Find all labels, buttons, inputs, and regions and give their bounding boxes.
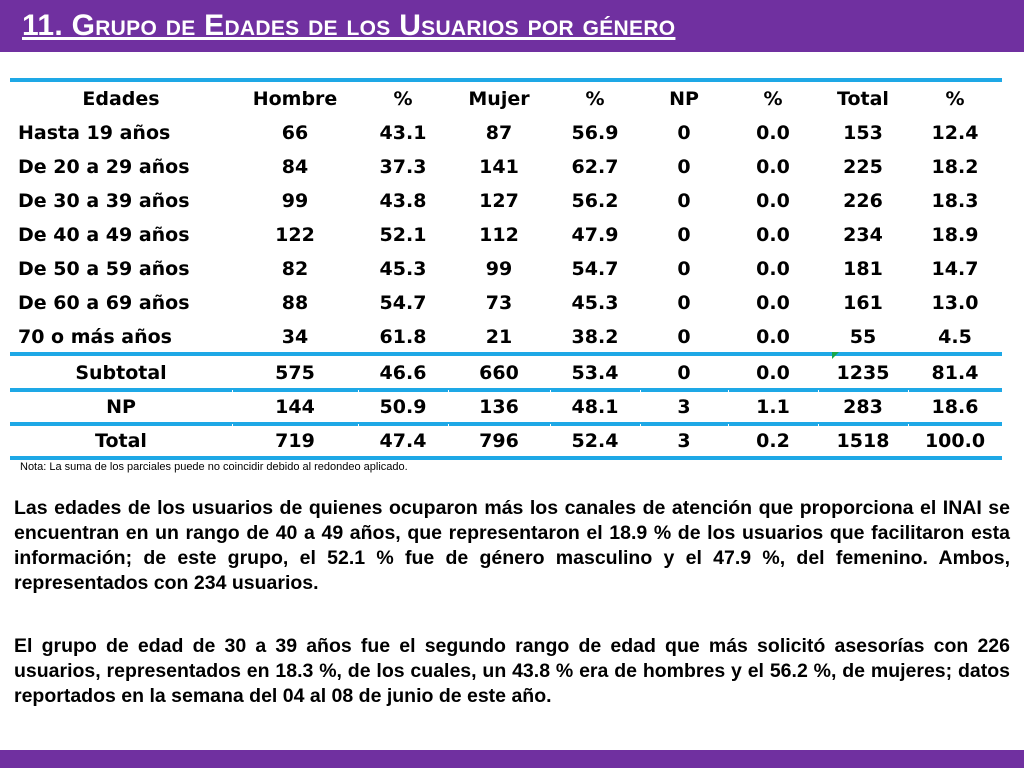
column-divider [818,252,819,286]
table-cell: 0 [677,224,691,246]
table-cell: 0 [677,258,691,280]
table-cell: 47.9 [571,224,619,246]
column-divider [728,184,729,218]
table-cell: 99 [281,190,309,212]
column-divider [550,320,551,354]
table-cell: 34 [281,326,309,348]
column-divider [908,116,909,150]
column-divider [550,150,551,184]
column-divider [550,184,551,218]
table-cell: Total [837,88,889,110]
row-label: Total [95,430,147,452]
column-divider [728,356,729,390]
table-cell: 84 [281,156,309,178]
column-divider [640,390,641,424]
table-cell: 46.6 [379,362,427,384]
row-label: De 20 a 29 años [18,156,190,178]
table-cell: 100.0 [924,430,986,452]
column-divider [550,390,551,424]
table-cell: % [945,88,965,110]
table-cell: % [763,88,783,110]
row-label: De 40 a 49 años [18,224,190,246]
table-cell: 0.0 [756,156,790,178]
table-cell: 0 [677,362,691,384]
table-cell: 0.0 [756,326,790,348]
table-cell: 0.2 [756,430,790,452]
table-cell: 0.0 [756,362,790,384]
column-divider [232,150,233,184]
column-divider [728,390,729,424]
table-cell: 0 [677,326,691,348]
column-divider [448,218,449,252]
table-cell: 81.4 [931,362,979,384]
table-cell: 127 [479,190,519,212]
column-divider [232,286,233,320]
column-divider [550,218,551,252]
table-cell: 82 [281,258,309,280]
table-cell: 48.1 [571,396,619,418]
table-cell: 1.1 [756,396,790,418]
table-cell: 43.8 [379,190,427,212]
table-row [10,320,1002,354]
column-divider [640,218,641,252]
age-gender-table [10,78,1002,458]
column-divider [908,424,909,458]
table-cell: 1235 [836,362,890,384]
table-cell: 54.7 [379,292,427,314]
column-divider [232,424,233,458]
table-cell: 55 [849,326,877,348]
column-divider [818,82,819,116]
column-divider [818,218,819,252]
row-label: Edades [82,88,160,110]
table-summary-row [10,356,1002,390]
column-divider [908,82,909,116]
table-row [10,150,1002,184]
table-cell: 3 [677,396,691,418]
column-divider [358,390,359,424]
table-cell: 144 [275,396,315,418]
row-label: Hasta 19 años [18,122,171,144]
column-divider [448,320,449,354]
column-divider [818,184,819,218]
column-divider [640,184,641,218]
column-divider [640,116,641,150]
column-divider [550,82,551,116]
table-cell: 45.3 [379,258,427,280]
column-divider [550,286,551,320]
table-cell: 226 [843,190,883,212]
table-cell: 112 [479,224,519,246]
table-cell: 0.0 [756,292,790,314]
table-cell: 283 [843,396,883,418]
table-cell: 575 [275,362,315,384]
table-cell: 47.4 [379,430,427,452]
table-cell: 0.0 [756,224,790,246]
table-cell: Hombre [252,88,338,110]
table-row [10,286,1002,320]
column-divider [232,252,233,286]
column-divider [550,356,551,390]
table-cell: 66 [281,122,309,144]
page-title: 11. Grupo de Edades de los Usuarios por género [22,9,676,42]
table-cell: 225 [843,156,883,178]
table-cell: 88 [281,292,309,314]
table-row [10,116,1002,150]
column-divider [640,252,641,286]
row-label: NP [106,396,136,418]
column-divider [640,424,641,458]
column-divider [448,150,449,184]
table-cell: 50.9 [379,396,427,418]
table-cell: 52.1 [379,224,427,246]
table-cell: 54.7 [571,258,619,280]
column-divider [358,356,359,390]
table-cell: 719 [275,430,315,452]
column-divider [448,356,449,390]
column-divider [818,150,819,184]
row-label: De 30 a 39 años [18,190,190,212]
column-divider [232,320,233,354]
column-divider [728,252,729,286]
table-row [10,184,1002,218]
table-cell: 53.4 [571,362,619,384]
column-divider [908,356,909,390]
column-divider [908,320,909,354]
paragraph-2: El grupo de edad de 30 a 39 años fue el segundo rango de edad que más solicitó asesorías con 226 usuarios, representados en 18.3 %, de los cuales, un 43.8 % era de hombres y el 56.2 %, de mujeres; datos reportados en la semana del 04 al 08 de junio de este año. [14,635,1010,707]
table-cell: 13.0 [931,292,979,314]
table-note: Nota: La suma de los parciales puede no coincidir debido al redondeo aplicado. [20,461,408,473]
row-label: De 50 a 59 años [18,258,190,280]
column-divider [908,150,909,184]
title-bar [0,0,1024,52]
column-divider [818,116,819,150]
table-cell: 52.4 [571,430,619,452]
column-divider [358,286,359,320]
table-cell: 56.2 [571,190,619,212]
table-cell: 0 [677,122,691,144]
column-divider [448,116,449,150]
table-cell: 153 [843,122,883,144]
column-divider [448,390,449,424]
column-divider [232,82,233,116]
column-divider [358,184,359,218]
column-divider [728,82,729,116]
table-cell: 0 [677,292,691,314]
table-cell: 0.0 [756,122,790,144]
column-divider [232,356,233,390]
column-divider [728,218,729,252]
column-divider [550,252,551,286]
table-row [10,252,1002,286]
column-divider [640,356,641,390]
table-cell: 3 [677,430,691,452]
table-cell: 181 [843,258,883,280]
column-divider [640,320,641,354]
table-cell: NP [669,88,699,110]
column-divider [640,286,641,320]
table-cell: 136 [479,396,519,418]
column-divider [728,424,729,458]
table-cell: 61.8 [379,326,427,348]
table-cell: 62.7 [571,156,619,178]
column-divider [818,390,819,424]
column-divider [448,82,449,116]
table-cell: % [393,88,413,110]
bottom-bar [0,750,1024,768]
column-divider [358,82,359,116]
column-divider [818,286,819,320]
table-cell: 4.5 [938,326,972,348]
paragraph-1: Las edades de los usuarios de quienes ocuparon más los canales de atención que proporciona el INAI se encuentran en un rango de 40 a 49 años, que representaron el 18.9 % de los usuarios que facilitaron esta información; de este grupo, el 52.1 % fue de género masculino y el 47.9 %, del femenino. Ambos, representados con 234 usuarios. [14,497,1010,594]
table-cell: 38.2 [571,326,619,348]
table-cell: 18.9 [931,224,979,246]
column-divider [358,252,359,286]
table-cell: 18.6 [931,396,979,418]
column-divider [232,116,233,150]
table-cell: 18.3 [931,190,979,212]
table-summary-row [10,424,1002,458]
column-divider [728,150,729,184]
table-cell: 12.4 [931,122,979,144]
column-divider [908,390,909,424]
table-cell: 87 [485,122,513,144]
column-divider [232,390,233,424]
row-label: Subtotal [75,362,167,384]
column-divider [908,286,909,320]
table-cell: 0.0 [756,190,790,212]
table-cell: 796 [479,430,519,452]
table-cell: 234 [843,224,883,246]
column-divider [232,218,233,252]
column-divider [640,82,641,116]
table-cell: 0 [677,190,691,212]
table-cell: 37.3 [379,156,427,178]
column-divider [358,320,359,354]
row-label: 70 o más años [18,326,172,348]
column-divider [232,184,233,218]
column-divider [728,320,729,354]
column-divider [908,184,909,218]
column-divider [358,150,359,184]
table-cell: 0 [677,156,691,178]
column-divider [818,424,819,458]
column-divider [728,116,729,150]
table-rule [10,456,1002,460]
column-divider [448,286,449,320]
table-cell: 73 [485,292,513,314]
column-divider [448,252,449,286]
table-cell: 0.0 [756,258,790,280]
column-divider [908,218,909,252]
row-label: De 60 a 69 años [18,292,190,314]
table-cell: 21 [485,326,513,348]
column-divider [908,252,909,286]
table-header-row [10,82,1002,116]
table-cell: 56.9 [571,122,619,144]
table-summary-row [10,390,1002,424]
column-divider [358,424,359,458]
table-cell: 660 [479,362,519,384]
green-corner-marker-icon [832,352,839,359]
table-cell: 161 [843,292,883,314]
column-divider [448,424,449,458]
table-cell: 122 [275,224,315,246]
table-cell: 141 [479,156,519,178]
table-cell: 43.1 [379,122,427,144]
column-divider [640,150,641,184]
table-cell: 18.2 [931,156,979,178]
table-cell: 99 [485,258,513,280]
table-row [10,218,1002,252]
column-divider [818,320,819,354]
table-cell: 14.7 [931,258,979,280]
table-cell: % [585,88,605,110]
column-divider [818,356,819,390]
column-divider [550,424,551,458]
table-cell: Mujer [468,88,530,110]
column-divider [550,116,551,150]
table-cell: 45.3 [571,292,619,314]
column-divider [358,116,359,150]
table-cell: 1518 [836,430,890,452]
column-divider [448,184,449,218]
column-divider [728,286,729,320]
column-divider [358,218,359,252]
